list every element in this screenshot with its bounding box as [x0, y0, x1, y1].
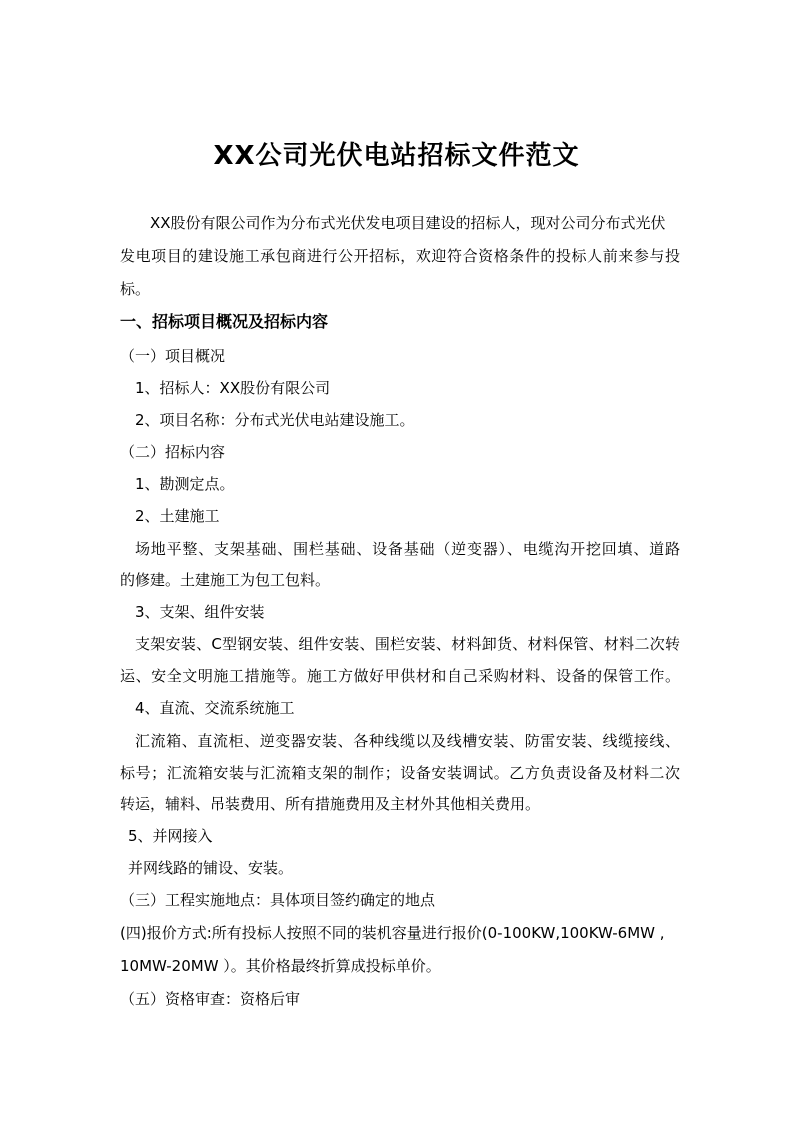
- dc-ac-text-line-2: 标号；汇流箱安装与汇流箱支架的制作；设备安装调试。乙方负责设备及材料二次: [120, 764, 680, 782]
- subsection-content: （二）招标内容: [120, 443, 226, 461]
- intro-line-3: 标。: [120, 280, 151, 298]
- content-item-grid: 5、并网接入: [128, 827, 213, 845]
- section-heading: 一、招标项目概况及招标内容: [120, 312, 329, 331]
- overview-item-tenderer: 1、招标人：XX股份有限公司: [135, 379, 331, 397]
- mounting-text-line-1: 支架安装、C型钢安装、组件安装、围栏安装、材料卸货、材料保管、材料二次转: [135, 635, 680, 653]
- subsection-pricing-line-2: 10MW-20MW ）。其价格最终折算成投标单价。: [120, 957, 441, 975]
- content-item-mounting: 3、支架、组件安装: [135, 603, 265, 621]
- civil-text-line-1: 场地平整、支架基础、围栏基础、设备基础（逆变器）、电缆沟开挖回填、道路: [135, 540, 680, 558]
- subsection-overview: （一）项目概况: [120, 347, 226, 365]
- intro-line-1: XX股份有限公司作为分布式光伏发电项目建设的招标人，现对公司分布式光伏: [150, 214, 666, 232]
- grid-text: 并网线路的铺设、安装。: [128, 859, 294, 877]
- content-item-civil: 2、土建施工: [135, 507, 220, 525]
- document-title: XX公司光伏电站招标文件范文: [213, 141, 580, 171]
- mounting-text-line-2: 运、安全文明施工措施等。施工方做好甲供材和自己采购材料、设备的保管工作。: [120, 667, 680, 685]
- civil-text-line-2: 的修建。土建施工为包工包料。: [120, 571, 331, 589]
- content-item-dc-ac: 4、直流、交流系统施工: [135, 699, 295, 717]
- dc-ac-text-line-3: 转运，辅料、吊装费用、所有措施费用及主材外其他相关费用。: [120, 795, 541, 813]
- dc-ac-text-line-1: 汇流箱、直流柜、逆变器安装、各种线缆以及线槽安装、防雷安装、线缆接线、: [135, 732, 680, 750]
- subsection-qualification: （五）资格审查：资格后审: [120, 990, 301, 1008]
- subsection-location: （三）工程实施地点：具体项目签约确定的地点: [120, 891, 436, 909]
- subsection-pricing-line-1: (四)报价方式:所有投标人按照不同的装机容量进行报价(0-100KW,100KW-6MW ,: [120, 924, 665, 942]
- content-item-survey: 1、勘测定点。: [135, 475, 235, 493]
- intro-line-2: 发电项目的建设施工承包商进行公开招标，欢迎符合资格条件的投标人前来参与投: [120, 247, 680, 265]
- overview-item-project-name: 2、项目名称：分布式光伏电站建设施工。: [135, 411, 415, 429]
